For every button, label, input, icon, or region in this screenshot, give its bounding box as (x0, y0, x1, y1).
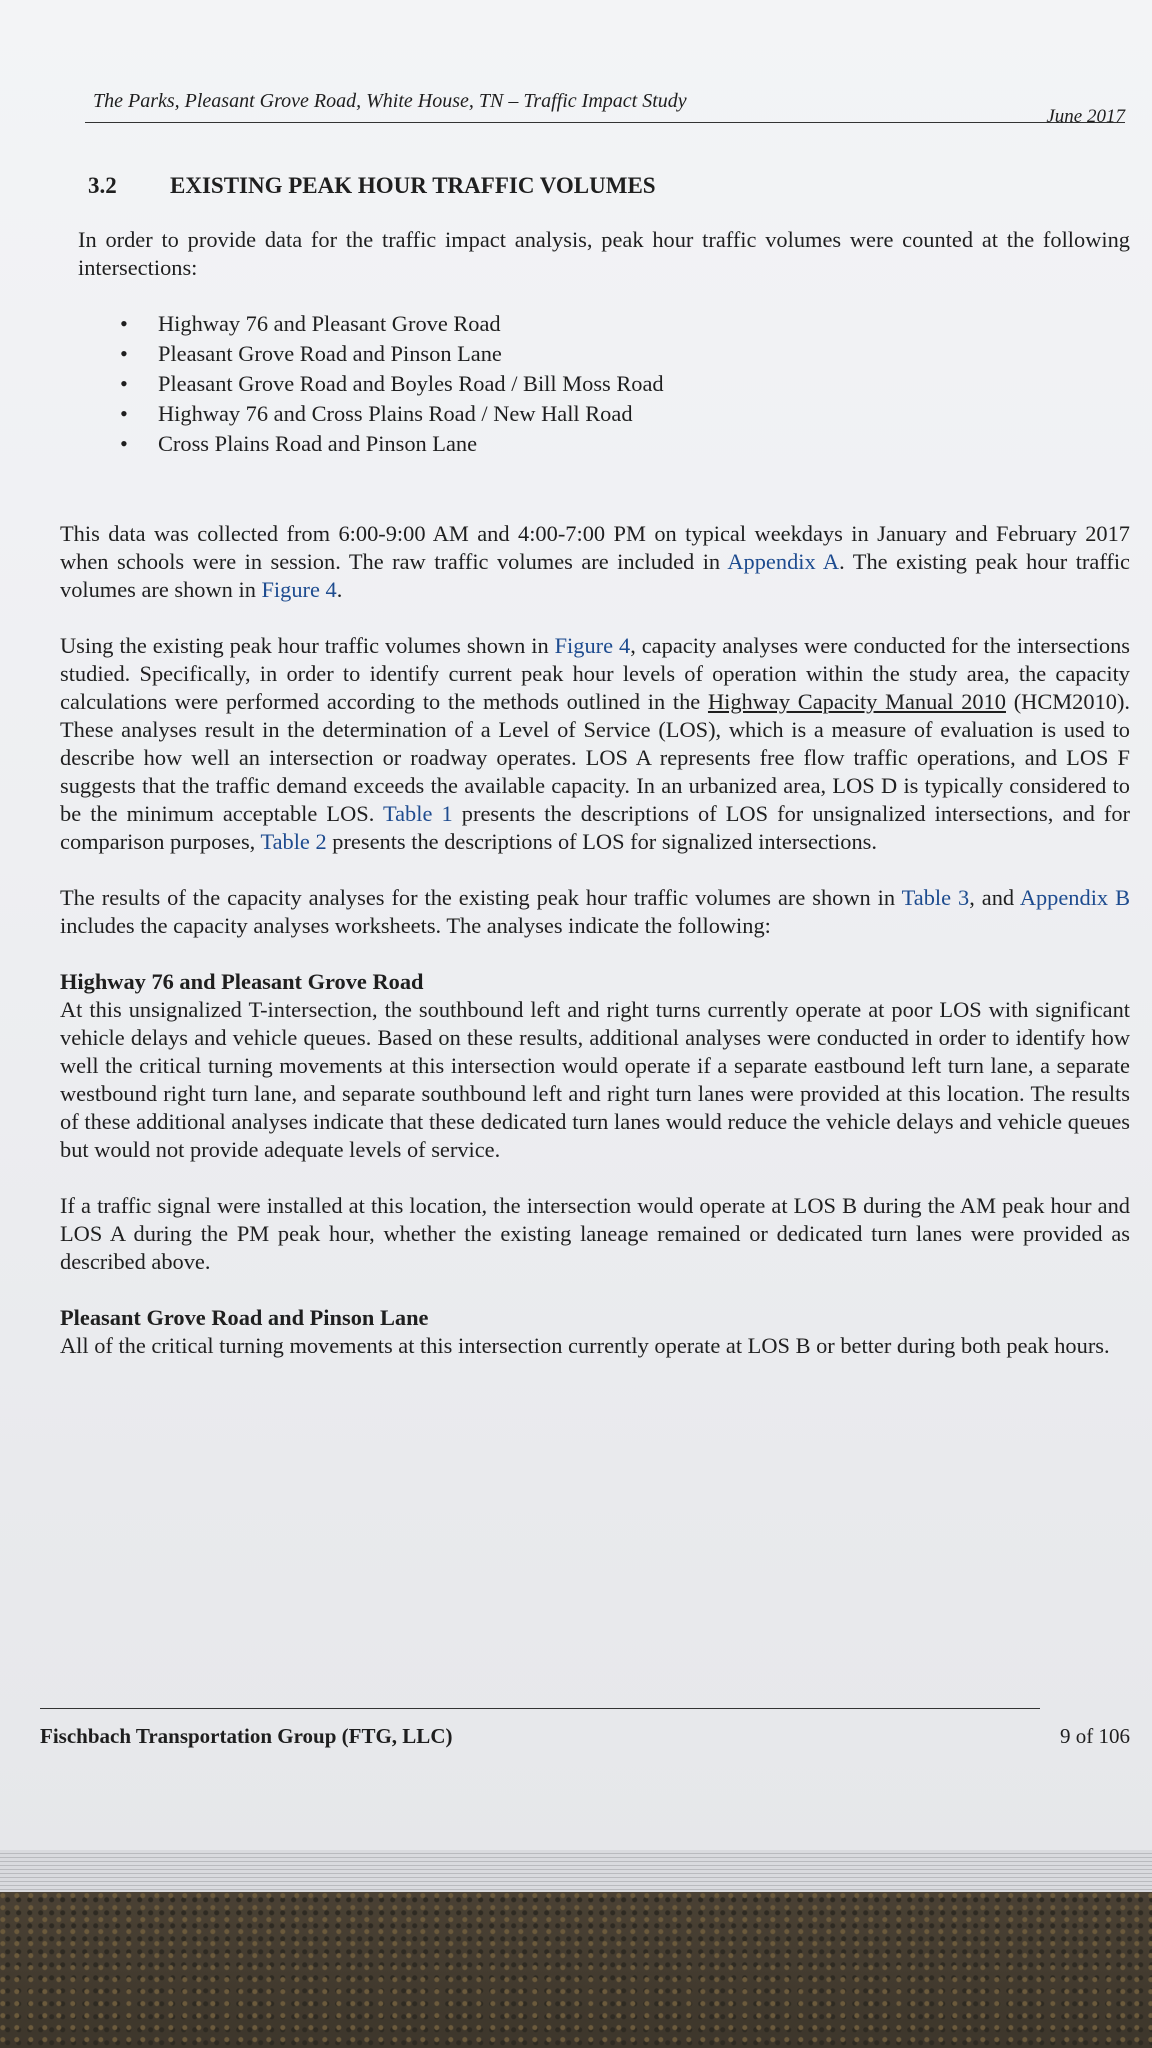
list-item (120, 370, 1130, 398)
text-run: The results of the capacity analyses for the existing peak hour traffic volumes are shown in (60, 885, 902, 910)
section-title: EXISTING PEAK HOUR TRAFFIC VOLUMES (170, 173, 656, 198)
hwy76-signal-paragraph: If a traffic signal were installed at this location, the intersection would operate at LOS B during the AM peak hour and LOS A during the PM peak hour, whether the existing laneage remained or dedicated turn lanes were provided as described above. (60, 1193, 1130, 1274)
footer-rule (40, 1708, 1040, 1709)
text-run: (HCM2010). These analyses result in the determination of a Level of Service (LOS), which is a measure of evaluation is used to describe how well an intersection or roadway operates. LOS A represents free flow traffic operations, and LOS F suggests that the traffic demand exceeds the available capacity. In an urbanized area, LOS D is typically considered to be the minimum acceptable LOS. (60, 689, 1131, 826)
hwy76-heading: Highway 76 and Pleasant Grove Road (60, 969, 424, 994)
footer-company: Fischbach Transportation Group (FTG, LLC) (40, 1724, 453, 1748)
appendix-a-link[interactable]: Appendix A (727, 549, 840, 574)
intersection-name: Pleasant Grove Road and Pinson Lane (158, 341, 502, 366)
figure-4-link[interactable]: Figure 4 (554, 633, 631, 658)
text-run: , capacity analyses were conducted for the intersections studied. Specifically, in order to identify current peak hour levels of operation within the study area, the capacity calculations were performed according to the methods outlined in the (60, 633, 1130, 714)
text-run: presents the descriptions of LOS for signalized intersections. (326, 829, 877, 854)
list-item (120, 430, 1130, 458)
list-item (120, 400, 1130, 428)
table-1-link[interactable]: Table 1 (383, 801, 453, 826)
page-body (60, 172, 1130, 1388)
text-run: includes the capacity analyses worksheets. The analyses indicate the following: (60, 913, 771, 938)
text-run: Using the existing peak hour traffic volumes shown in (60, 633, 555, 658)
text-run: . (336, 577, 343, 602)
page-footer (40, 1708, 1130, 1752)
bullet-icon: • (120, 431, 128, 456)
section-heading (88, 172, 1130, 200)
page-number: 9 of 106 (1060, 1724, 1130, 1748)
capacity-analysis-paragraph (60, 632, 1130, 856)
bullet-icon: • (120, 371, 128, 396)
page-header (85, 78, 1125, 127)
intersection-name: Highway 76 and Pleasant Grove Road (158, 311, 501, 336)
table-2-link[interactable]: Table 2 (260, 829, 327, 854)
list-item (120, 310, 1130, 338)
page-stack-edges (0, 1850, 1152, 1892)
figure-4-link[interactable]: Figure 4 (261, 577, 337, 602)
intersection-list (60, 310, 1130, 458)
intersection-name: Cross Plains Road and Pinson Lane (158, 431, 478, 456)
pinson-heading: Pleasant Grove Road and Pinson Lane (60, 1305, 429, 1330)
hwy76-paragraph: At this unsignalized T-intersection, the southbound left and right turns currently operate at poor LOS with significant vehicle delays and vehicle queues. Based on these results, additional analyses were conducted in order to identify how well the critical turning movements at this intersection would operate if a separate eastbound left turn lane, a separate westbound right turn lane, and separate southbound left and right turn lanes were provided at this location. The results of these additional analyses indicate that these dedicated turn lanes would reduce the vehicle delays and vehicle queues but would not provide adequate levels of service. (60, 997, 1130, 1162)
intro-paragraph: In order to provide data for the traffic impact analysis, peak hour traffic volumes were counted at the following intersections: (78, 227, 1130, 280)
text-run: This data was collected from 6:00-9:00 AM and 4:00-7:00 PM on typical weekdays in January and February 2017 when schools were in session. The raw traffic volumes are included in (60, 521, 1130, 574)
text-run: presents the descriptions of LOS for unsignalized intersections, and for comparison purposes, (60, 801, 1130, 854)
list-item (120, 340, 1130, 368)
text-run: , and (969, 885, 1020, 910)
intersection-name: Highway 76 and Cross Plains Road / New Hall Road (158, 401, 633, 426)
table-3-link[interactable]: Table 3 (901, 885, 970, 910)
bullet-icon: • (120, 311, 128, 336)
appendix-b-link[interactable]: Appendix B (1019, 885, 1131, 910)
text-run: . The existing peak hour traffic volumes are shown in (60, 549, 1130, 602)
pinson-paragraph: All of the critical turning movements at this intersection currently operate at LOS B or better during both peak hours. (60, 1333, 1110, 1358)
manual-title: Highway Capacity Manual 2010 (707, 689, 1006, 714)
header-title: The Parks, Pleasant Grove Road, White House, TN – Traffic Impact Study (93, 90, 687, 112)
data-collection-paragraph (60, 520, 1130, 604)
bullet-icon: • (120, 341, 128, 366)
results-paragraph (60, 884, 1130, 940)
intersection-name: Pleasant Grove Road and Boyles Road / Bill Moss Road (158, 371, 664, 396)
bullet-icon: • (120, 401, 128, 426)
header-date: June 2017 (1046, 106, 1125, 127)
section-number: 3.2 (88, 173, 117, 198)
carpet-background (0, 1892, 1152, 2048)
